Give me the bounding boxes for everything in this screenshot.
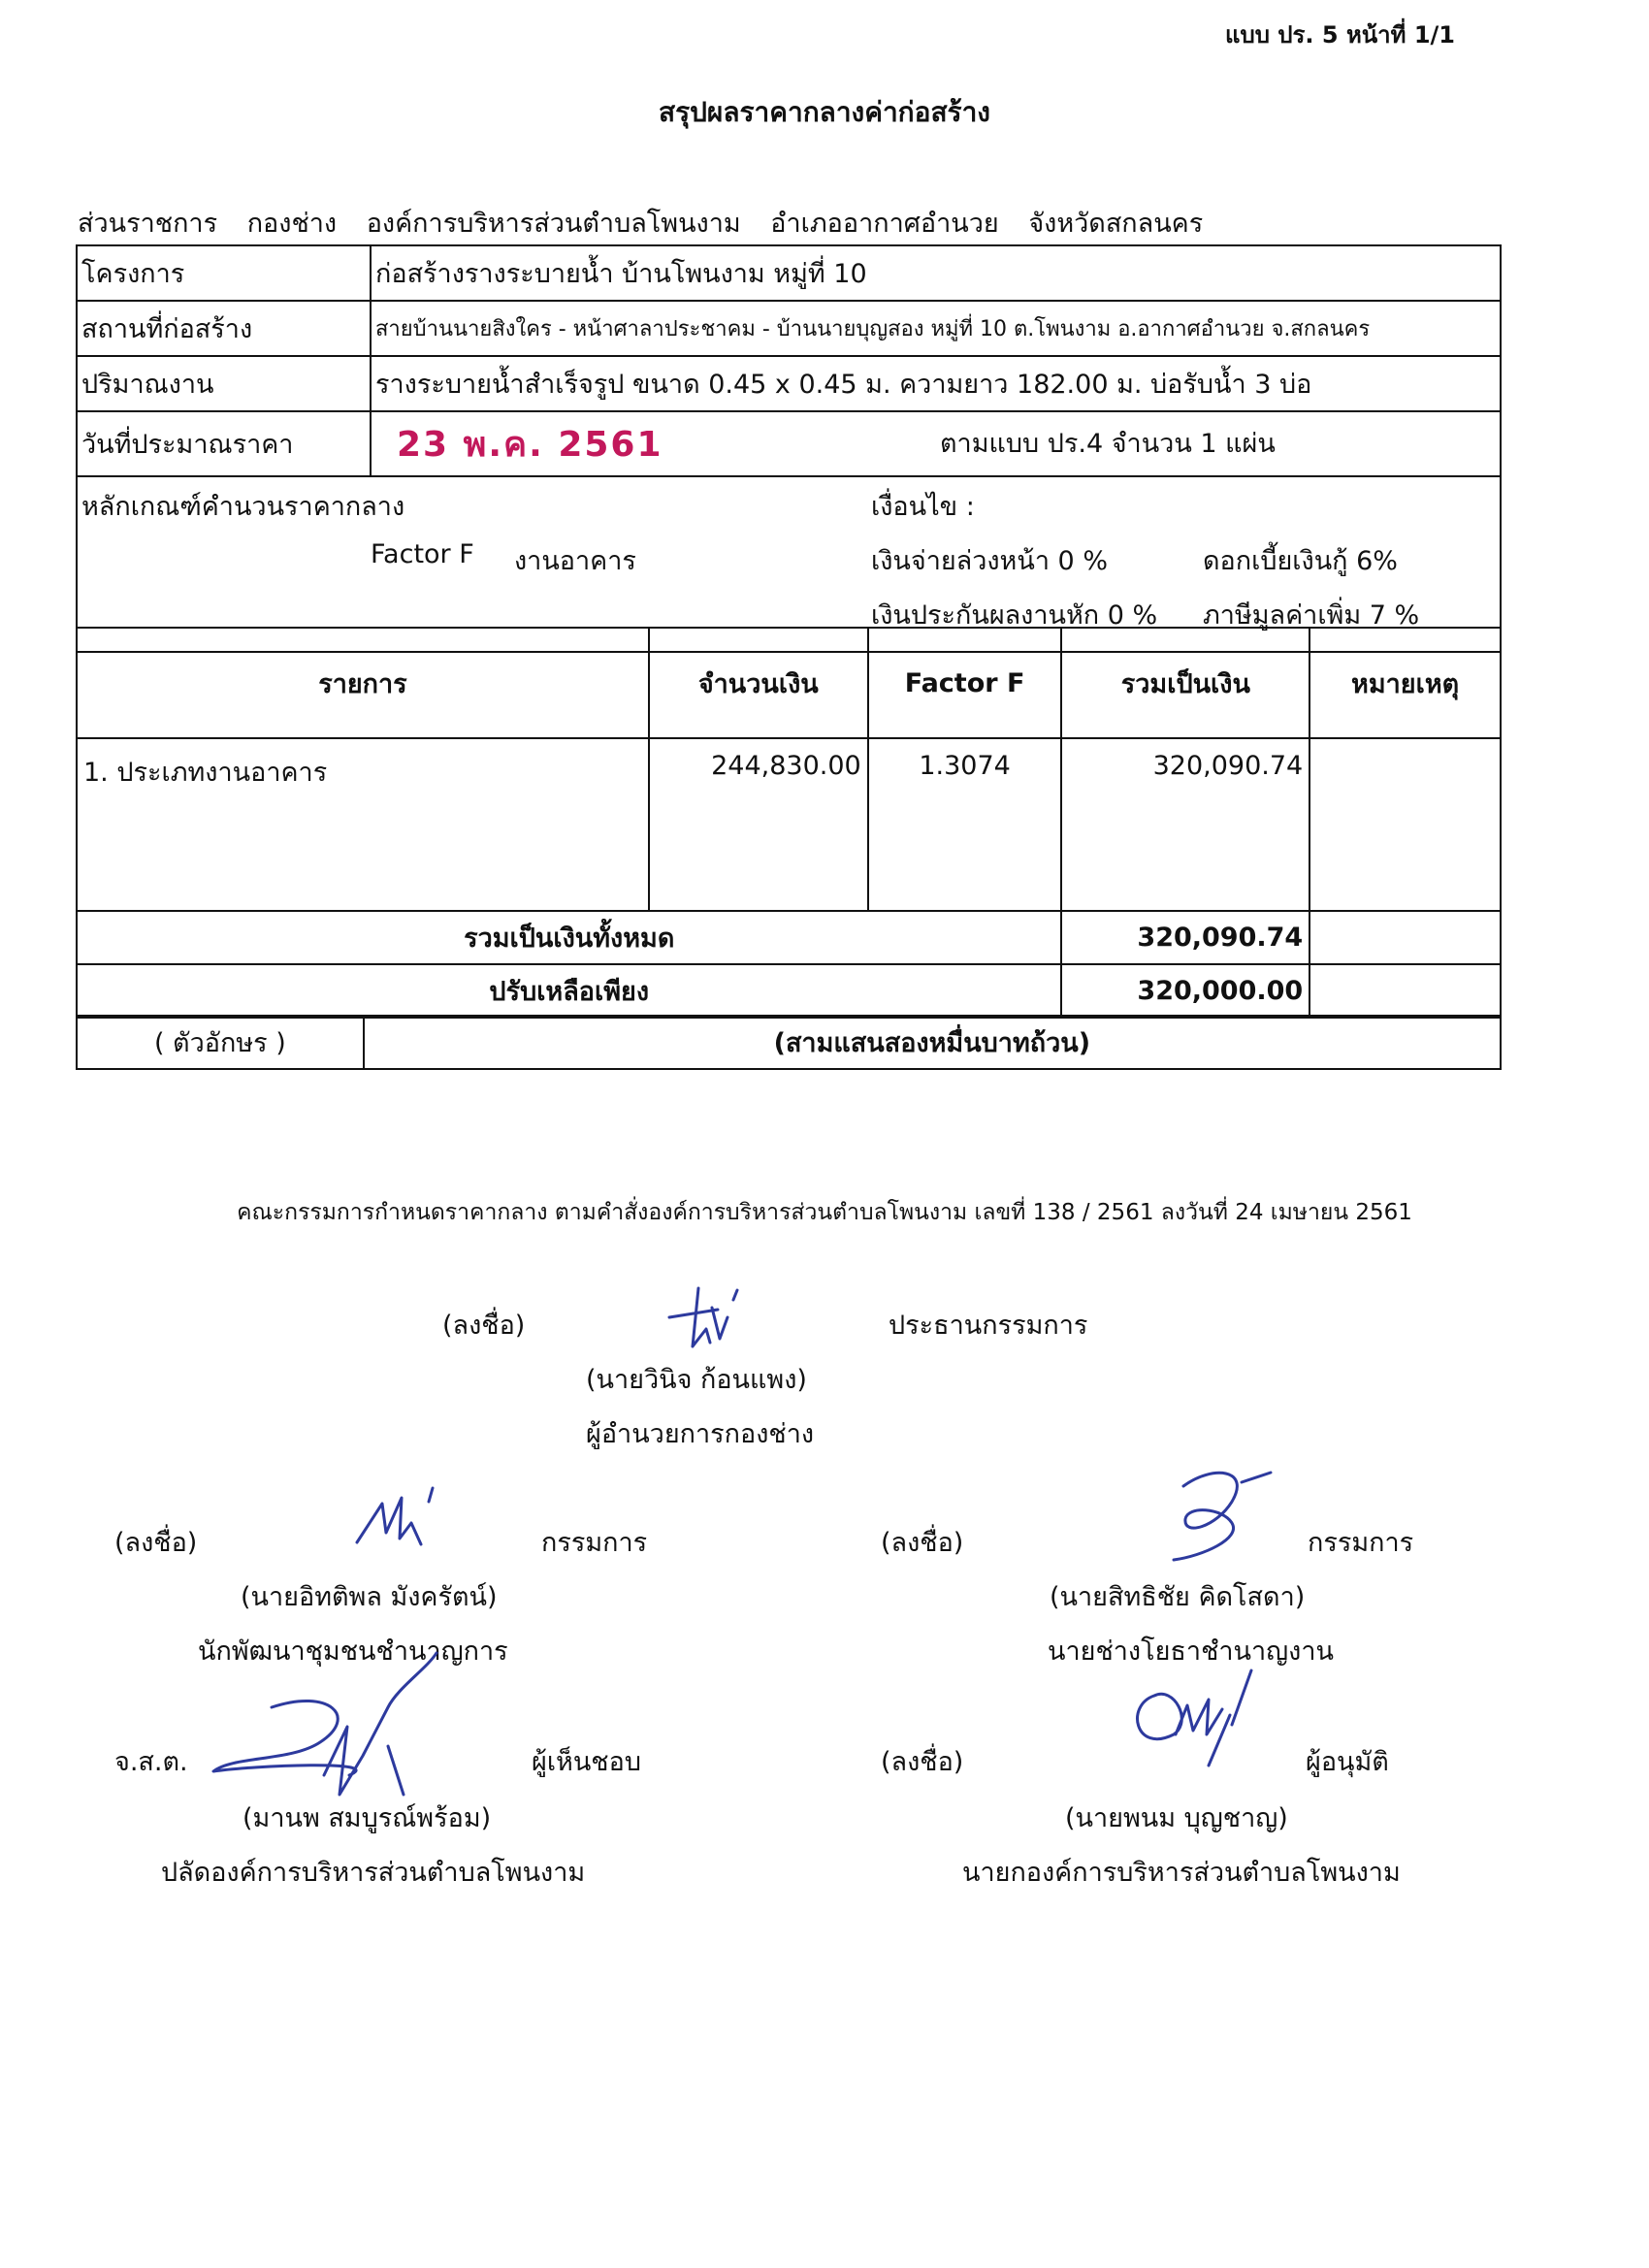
row-amount: 244,830.00 xyxy=(649,738,868,911)
member1-role: กรรมการ xyxy=(541,1528,648,1558)
conditions-label: เงื่อนไข : xyxy=(871,492,975,522)
chair-role: ประธานกรรมการ xyxy=(889,1311,1088,1341)
approver-role: ผู้อนุมัติ xyxy=(1306,1747,1389,1777)
approver-sign-label: (ลงชื่อ) xyxy=(881,1747,964,1777)
agency-line xyxy=(78,202,1224,243)
factor-type: งานอาคาร xyxy=(514,546,636,576)
member1-signature xyxy=(347,1484,454,1562)
words-label: ( ตัวอักษร ) xyxy=(77,1016,364,1069)
page-title: สรุปผลราคากลางค่าก่อสร้าง xyxy=(659,96,990,128)
chair-sign-label: (ลงชื่อ) xyxy=(442,1311,526,1341)
member2-name: (นายสิทธิชัย คิดโสดา) xyxy=(1050,1582,1306,1612)
grand-total-value: 320,090.74 xyxy=(1061,911,1310,964)
member2-signature xyxy=(1116,1463,1280,1570)
words-row xyxy=(77,1016,1501,1069)
grand-total-label: รวมเป็นเงินทั้งหมด xyxy=(77,911,1061,964)
approver-signature xyxy=(1116,1667,1271,1773)
rounded-note xyxy=(1310,964,1501,1018)
words-value: (สามแสนสองหมื่นบาทถ้วน) xyxy=(364,1016,1501,1069)
header-note: หมายเหตุ xyxy=(1310,628,1501,738)
date-cell xyxy=(371,411,1501,476)
agency-district: อำเภออากาศอำนวย xyxy=(770,209,999,239)
row-item: 1. ประเภทงานอาคาร xyxy=(77,738,649,911)
date-label: วันที่ประมาณราคา xyxy=(77,411,371,476)
amount-words-table xyxy=(76,1015,1502,1070)
factor-label: Factor F xyxy=(371,539,474,569)
member2-sign-label: (ลงชื่อ) xyxy=(881,1528,964,1558)
agency-province: จังหวัดสกลนคร xyxy=(1028,209,1204,239)
approver-name: (นายพนม บุญชาญ) xyxy=(1065,1803,1288,1833)
loan-interest: ดอกเบี้ยเงินกู้ 6% xyxy=(1203,546,1398,576)
guarantee-deduction: เงินประกันผลงานหัก 0 % xyxy=(871,600,1158,631)
member1-position: นักพัฒนาชุมชนชำนาญการ xyxy=(198,1636,508,1667)
chair-position: ผู้อำนวยการกองช่าง xyxy=(586,1419,815,1449)
header-item: รายการ xyxy=(77,628,649,738)
agency-division: กองช่าง xyxy=(246,209,338,239)
agency-org: องค์การบริหารส่วนตำบลโพนงาม xyxy=(366,209,741,239)
price-summary-table xyxy=(76,627,1502,1019)
form-code: แบบ ปร. 5 หน้าที่ 1/1 xyxy=(1225,21,1455,49)
rounded-value: 320,000.00 xyxy=(1061,964,1310,1018)
site-label: สถานที่ก่อสร้าง xyxy=(77,301,371,356)
member1-sign-label: (ลงชื่อ) xyxy=(114,1528,198,1558)
witness-prefix: จ.ส.ต. xyxy=(114,1747,188,1777)
criteria-label: หลักเกณฑ์คำนวนราคากลาง xyxy=(81,492,405,522)
criteria-cell xyxy=(77,476,1501,652)
project-row xyxy=(77,245,1501,301)
table-header-row xyxy=(77,628,1501,738)
project-label: โครงการ xyxy=(77,245,371,301)
rounded-label: ปรับเหลือเพียง xyxy=(77,964,1061,1018)
header-total: รวมเป็นเงิน xyxy=(1061,628,1310,738)
committee-order-note: คณะกรรมการกำหนดราคากลาง ตามคำสั่งองค์การบริหารส่วนตำบลโพนงาม เลขที่ 138 / 2561 ลงวันที่ 24 เมษายน 2561 xyxy=(237,1200,1412,1225)
quantity-value: รางระบายน้ำสำเร็จรูป ขนาด 0.45 x 0.45 ม. ความยาว 182.00 ม. บ่อรับน้ำ 3 บ่อ xyxy=(371,356,1501,411)
vat-rate: ภาษีมูลค่าเพิ่ม 7 % xyxy=(1203,600,1420,631)
member2-position: นายช่างโยธาชำนาญงาน xyxy=(1048,1636,1334,1667)
site-row xyxy=(77,301,1501,356)
member2-role: กรรมการ xyxy=(1308,1528,1414,1558)
member1-name: (นายอิทติพล มังครัตน์) xyxy=(241,1582,498,1612)
form-reference: ตามแบบ ปร.4 จำนวน 1 แผ่น xyxy=(940,429,1276,459)
quantity-row xyxy=(77,356,1501,411)
quantity-label: ปริมาณงาน xyxy=(77,356,371,411)
rounded-row xyxy=(77,964,1501,1018)
row-factor: 1.3074 xyxy=(868,738,1062,911)
header-amount: จำนวนเงิน xyxy=(649,628,868,738)
table-row xyxy=(77,738,1501,911)
agency-label: ส่วนราชการ xyxy=(78,209,218,239)
grand-total-row xyxy=(77,911,1501,964)
site-value: สายบ้านนายสิงใคร - หน้าศาลาประชาคม - บ้านนายบุญสอง หมู่ที่ 10 ต.โพนงาม อ.อากาศอำนวย จ.สกลนคร xyxy=(371,301,1501,356)
chair-signature xyxy=(650,1279,757,1356)
witness-signature xyxy=(194,1649,466,1814)
grand-total-note xyxy=(1310,911,1501,964)
project-value: ก่อสร้างรางระบายน้ำ บ้านโพนงาม หมู่ที่ 10 xyxy=(371,245,1501,301)
chair-name: (นายวินิจ ก้อนแพง) xyxy=(586,1365,807,1395)
witness-name: (มานพ สมบูรณ์พร้อม) xyxy=(242,1803,492,1833)
row-total: 320,090.74 xyxy=(1061,738,1310,911)
project-info-table xyxy=(76,244,1502,653)
advance-payment: เงินจ่ายล่วงหน้า 0 % xyxy=(871,546,1108,576)
witness-position: ปลัดองค์การบริหารส่วนตำบลโพนงาม xyxy=(161,1858,586,1888)
approver-position: นายกองค์การบริหารส่วนตำบลโพนงาม xyxy=(962,1858,1401,1888)
criteria-row xyxy=(77,476,1501,652)
header-factor: Factor F xyxy=(868,628,1062,738)
row-note xyxy=(1310,738,1501,911)
witness-role: ผู้เห็นชอบ xyxy=(532,1747,641,1777)
date-row xyxy=(77,411,1501,476)
date-stamp: 23 พ.ค. 2561 xyxy=(397,425,663,465)
